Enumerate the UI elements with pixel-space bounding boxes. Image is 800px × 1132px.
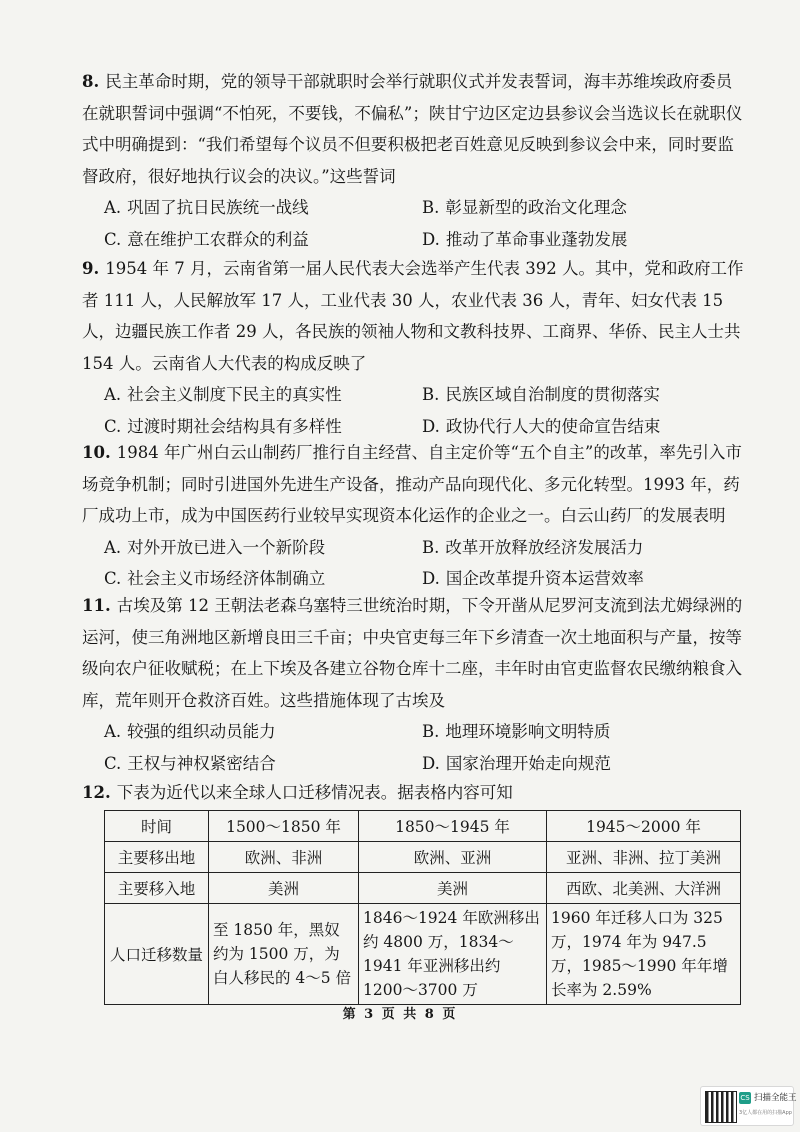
- table-cell: 1960 年迁移人口为 325 万，1974 年为 947.5 万，1985～1990 年年增长率为 2.59%: [547, 904, 741, 1005]
- migration-table: [104, 810, 741, 1005]
- option-b[interactable]: B. 地理环境影响文明特质: [422, 722, 611, 741]
- option-a[interactable]: A. 巩固了抗日民族统一战线: [104, 198, 309, 217]
- table-cell: 西欧、北美洲、大洋洲: [547, 873, 741, 904]
- table-cell: 至 1850 年，黑奴约为 1500 万，为白人移民的 4～5 倍: [209, 904, 359, 1005]
- option-a[interactable]: A. 对外开放已进入一个新阶段: [104, 537, 326, 557]
- table-row: [105, 904, 741, 1005]
- table-row: [105, 842, 741, 873]
- option-d[interactable]: D. 国家治理开始走向规范: [422, 753, 611, 773]
- option-c[interactable]: C. 意在维护工农群众的利益: [104, 229, 309, 249]
- question-stem: 1954 年 7 月，云南省第一届人民代表大会选举产生代表 392 人。其中，党和政府工作者 111 人，人民解放军 17 人，工业代表 30 人，农业代表 36 人，青年、妇女代表 15 人，边疆民族工作者 29 人，各民族的领袖人物和文教科技界、工商界、华侨、民主人士共 154 人。云南省人大代表的构成反映了: [82, 259, 744, 373]
- question-12: [82, 777, 746, 809]
- page-footer: 第 3 页 共 8 页: [342, 1007, 458, 1022]
- table-cell: 人口迁移数量: [105, 904, 209, 1005]
- option-d[interactable]: D. 政协代行人大的使命宣告结束: [422, 416, 661, 436]
- table-cell: 主要移出地: [105, 842, 209, 873]
- table-header-cell: 1850～1945 年: [359, 811, 547, 842]
- table-header-cell: 时间: [105, 811, 209, 842]
- question-9: [82, 253, 746, 442]
- table-cell: 欧洲、亚洲: [359, 842, 547, 873]
- option-c[interactable]: C. 过渡时期社会结构具有多样性: [104, 416, 342, 436]
- option-b[interactable]: B. 彰显新型的政治文化理念: [422, 198, 627, 217]
- table-cell: 欧洲、非洲: [209, 842, 359, 873]
- camscanner-logo-icon: CS: [740, 1094, 750, 1102]
- table-header-row: [105, 811, 741, 842]
- option-d[interactable]: D. 国企改革提升资本运营效率: [422, 569, 644, 588]
- table-header-cell: 1500～1850 年: [209, 811, 359, 842]
- question-10: [82, 437, 746, 595]
- option-c[interactable]: C. 社会主义市场经济体制确立: [104, 569, 326, 588]
- question-number: 8.: [82, 72, 100, 91]
- watermark-tagline: 3亿人都在用的扫描App: [739, 1110, 792, 1116]
- question-number: 9.: [82, 259, 100, 278]
- table-header-cell: 1945～2000 年: [547, 811, 741, 842]
- table-cell: 美洲: [209, 873, 359, 904]
- table-cell: 亚洲、非洲、拉丁美洲: [547, 842, 741, 873]
- table-cell: 主要移入地: [105, 873, 209, 904]
- qr-code-icon: [705, 1091, 737, 1123]
- option-a[interactable]: A. 较强的组织动员能力: [104, 722, 276, 741]
- scanner-watermark: [700, 1086, 797, 1126]
- options: [82, 379, 746, 442]
- question-stem: 1984 年广州白云山制药厂推行自主经营、自主定价等“五个自主”的改革，率先引入市场竞争机制；同时引进国外先进生产设备，推动产品向现代化、多元化转型。1993 年，药厂成功上市，成为中国医药行业较早实现资本化运作的企业之一。白云山药厂的发展表明: [82, 443, 742, 525]
- table-cell: 美洲: [359, 873, 547, 904]
- option-a[interactable]: A. 社会主义制度下民主的真实性: [104, 385, 342, 404]
- option-d[interactable]: D. 推动了革命事业蓬勃发展: [422, 229, 628, 249]
- question-number: 11.: [82, 596, 111, 615]
- options: [82, 716, 746, 779]
- question-number: 12.: [82, 783, 111, 802]
- question-8: [82, 66, 746, 255]
- question-number: 10.: [82, 443, 111, 462]
- table-row: [105, 873, 741, 904]
- option-c[interactable]: C. 王权与神权紧密结合: [104, 753, 276, 773]
- options: [82, 192, 746, 255]
- question-stem: 民主革命时期，党的领导干部就职时会举行就职仪式并发表誓词，海丰苏维埃政府委员在就职誓词中强调“不怕死，不要钱，不偏私”；陕甘宁边区定边县参议会当选议长在就职仪式中明确提到：“我们希望每个议员不但要积极把老百姓意见反映到参议会中来，同时要监督政府，很好地执行议会的决议。”这些誓词: [82, 72, 743, 186]
- table-cell: 1846～1924 年欧洲移出约 4800 万，1834～1941 年亚洲移出约 1200～3700 万: [359, 904, 547, 1005]
- option-b[interactable]: B. 民族区域自治制度的贯彻落实: [422, 385, 660, 404]
- watermark-brand: 扫描全能王: [754, 1093, 797, 1103]
- options: [82, 532, 746, 595]
- question-stem: 古埃及第 12 王朝法老森乌塞特三世统治时期，下令开凿从尼罗河支流到法尤姆绿洲的运河，使三角洲地区新增良田三千亩；中央官吏每三年下乡清查一次土地面积与产量，按等级向农户征收赋税；在上下埃及各建立谷物仓库十二座，丰年时由官吏监督农民缴纳粮食入库，荒年则开仓救济百姓。这些措施体现了古埃及: [82, 596, 743, 710]
- question-11: [82, 590, 746, 779]
- question-stem: 下表为近代以来全球人口迁移情况表。据表格内容可知: [116, 783, 513, 802]
- option-b[interactable]: B. 改革开放释放经济发展活力: [422, 537, 644, 557]
